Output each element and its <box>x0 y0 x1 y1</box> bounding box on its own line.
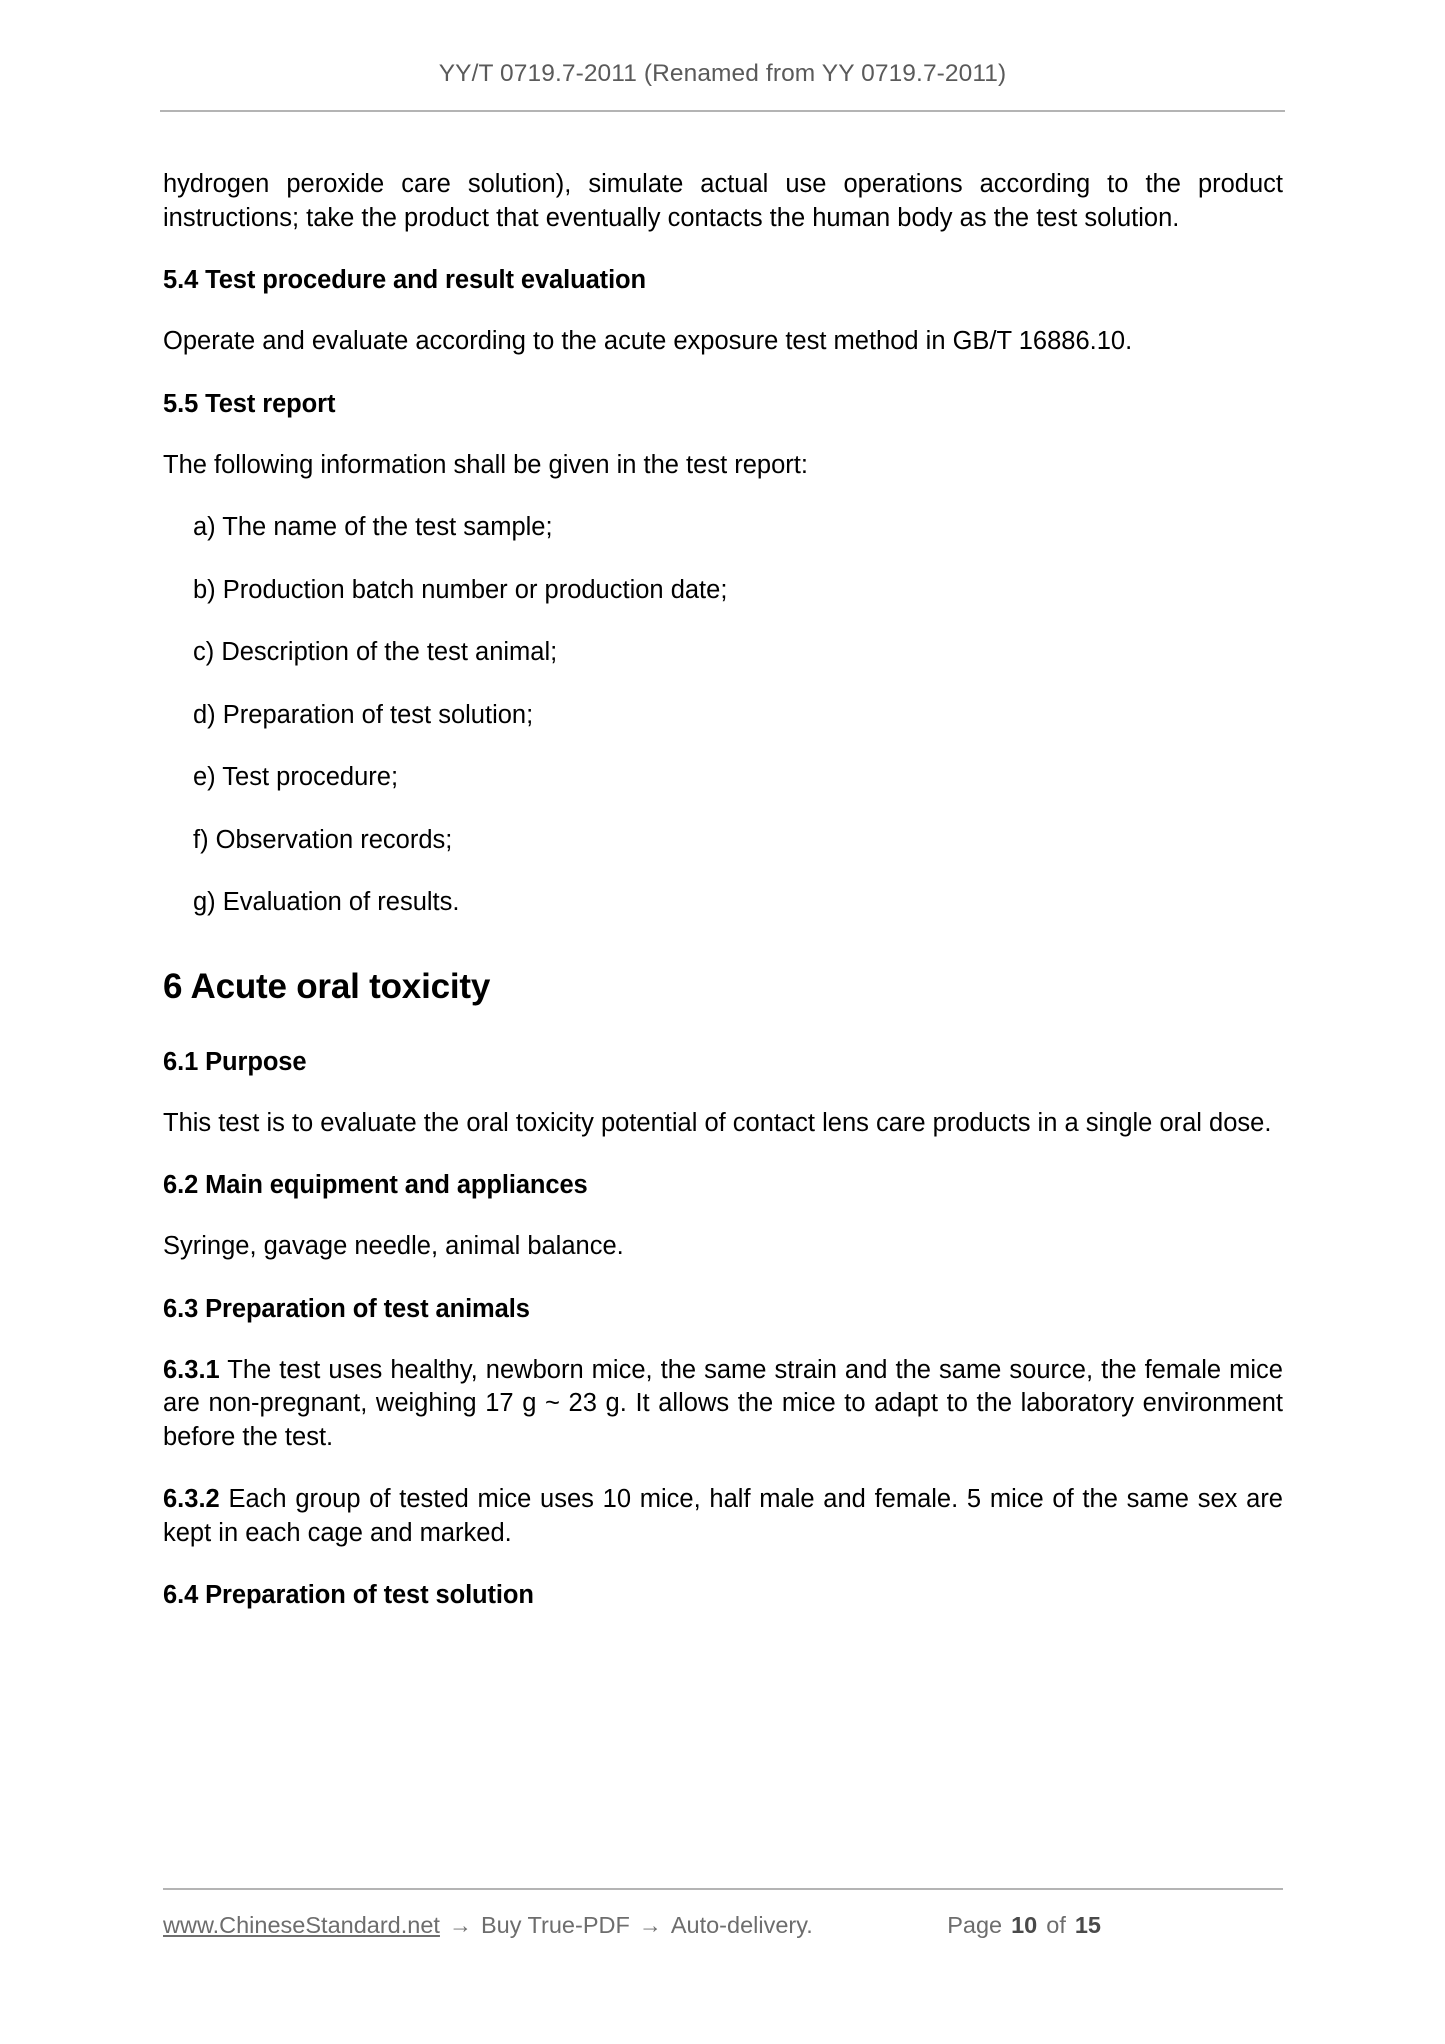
footer-divider <box>163 1888 1283 1890</box>
clause-number-6-3-1: 6.3.1 <box>163 1355 220 1384</box>
list-item: d) Preparation of test solution; <box>193 700 534 729</box>
heading-6-1: 6.1 Purpose <box>163 1047 307 1076</box>
page-indicator <box>947 1912 1283 1939</box>
paragraph-5-4: Operate and evaluate according to the acute exposure test method in GB/T 16886.10. <box>163 327 1133 355</box>
paragraph-5-5: The following information shall be given in the test report: <box>163 450 808 479</box>
paragraph-6-3-2 <box>163 1483 1283 1550</box>
auto-delivery-text: Auto-delivery. <box>670 1912 813 1938</box>
buy-true-pdf-text: Buy True-PDF <box>480 1912 630 1938</box>
heading-5-5: 5.5 Test report <box>163 389 336 418</box>
chinesestandard-link[interactable]: www.ChineseStandard.net <box>163 1912 440 1938</box>
page-header-title: YY/T 0719.7-2011 (Renamed from YY 0719.7-2011) <box>438 60 1007 87</box>
header-divider <box>160 110 1285 112</box>
list-item: a) The name of the test sample; <box>193 513 553 541</box>
heading-6-3: 6.3 Preparation of test animals <box>163 1294 530 1323</box>
total-page-number: 15 <box>1074 1912 1101 1938</box>
footer-promo <box>163 1912 813 1939</box>
page-header <box>160 60 1285 112</box>
list-item: c) Description of the test animal; <box>193 638 558 666</box>
page-label: Page <box>947 1912 1003 1938</box>
of-label: of <box>1046 1912 1066 1938</box>
current-page-number: 10 <box>1011 1912 1038 1938</box>
list-item: g) Evaluation of results. <box>193 888 460 916</box>
footer-row <box>163 1912 1283 1939</box>
paragraph-6-1: This test is to evaluate the oral toxicity potential of contact lens care products in a single oral dose. <box>163 1108 1272 1137</box>
heading-6-4: 6.4 Preparation of test solution <box>163 1581 534 1609</box>
paragraph-6-3-1 <box>163 1354 1283 1455</box>
list-item: f) Observation records; <box>193 825 453 854</box>
clause-number-6-3-2: 6.3.2 <box>163 1485 220 1513</box>
heading-5-4: 5.4 Test procedure and result evaluation <box>163 266 647 294</box>
document-content <box>163 168 1283 1640</box>
arrow-right-icon: → <box>638 1912 662 1938</box>
intro-paragraph: hydrogen peroxide care solution), simulate actual use operations according to the product instructions; take the product that eventually contacts the human body as the test solution. <box>163 170 1283 232</box>
list-item: e) Test procedure; <box>193 763 399 791</box>
test-report-item-list <box>163 511 1283 920</box>
heading-chapter-6: 6 Acute oral toxicity <box>163 966 491 1006</box>
heading-6-2: 6.2 Main equipment and appliances <box>163 1171 588 1199</box>
arrow-right-icon: → <box>448 1912 472 1938</box>
paragraph-6-2: Syringe, gavage needle, animal balance. <box>163 1232 624 1260</box>
clause-text-6-3-1: The test uses healthy, newborn mice, the same strain and the same source, the female mice are non-pregnant, weighing 17 g ~ 23 g. It allows the mice to adapt to the laboratory environment before the test. <box>163 1355 1283 1451</box>
page-footer <box>163 1888 1283 1939</box>
list-item: b) Production batch number or production date; <box>193 575 728 604</box>
clause-text-6-3-2: Each group of tested mice uses 10 mice, half male and female. 5 mice of the same sex are kept in each cage and marked. <box>163 1485 1283 1547</box>
